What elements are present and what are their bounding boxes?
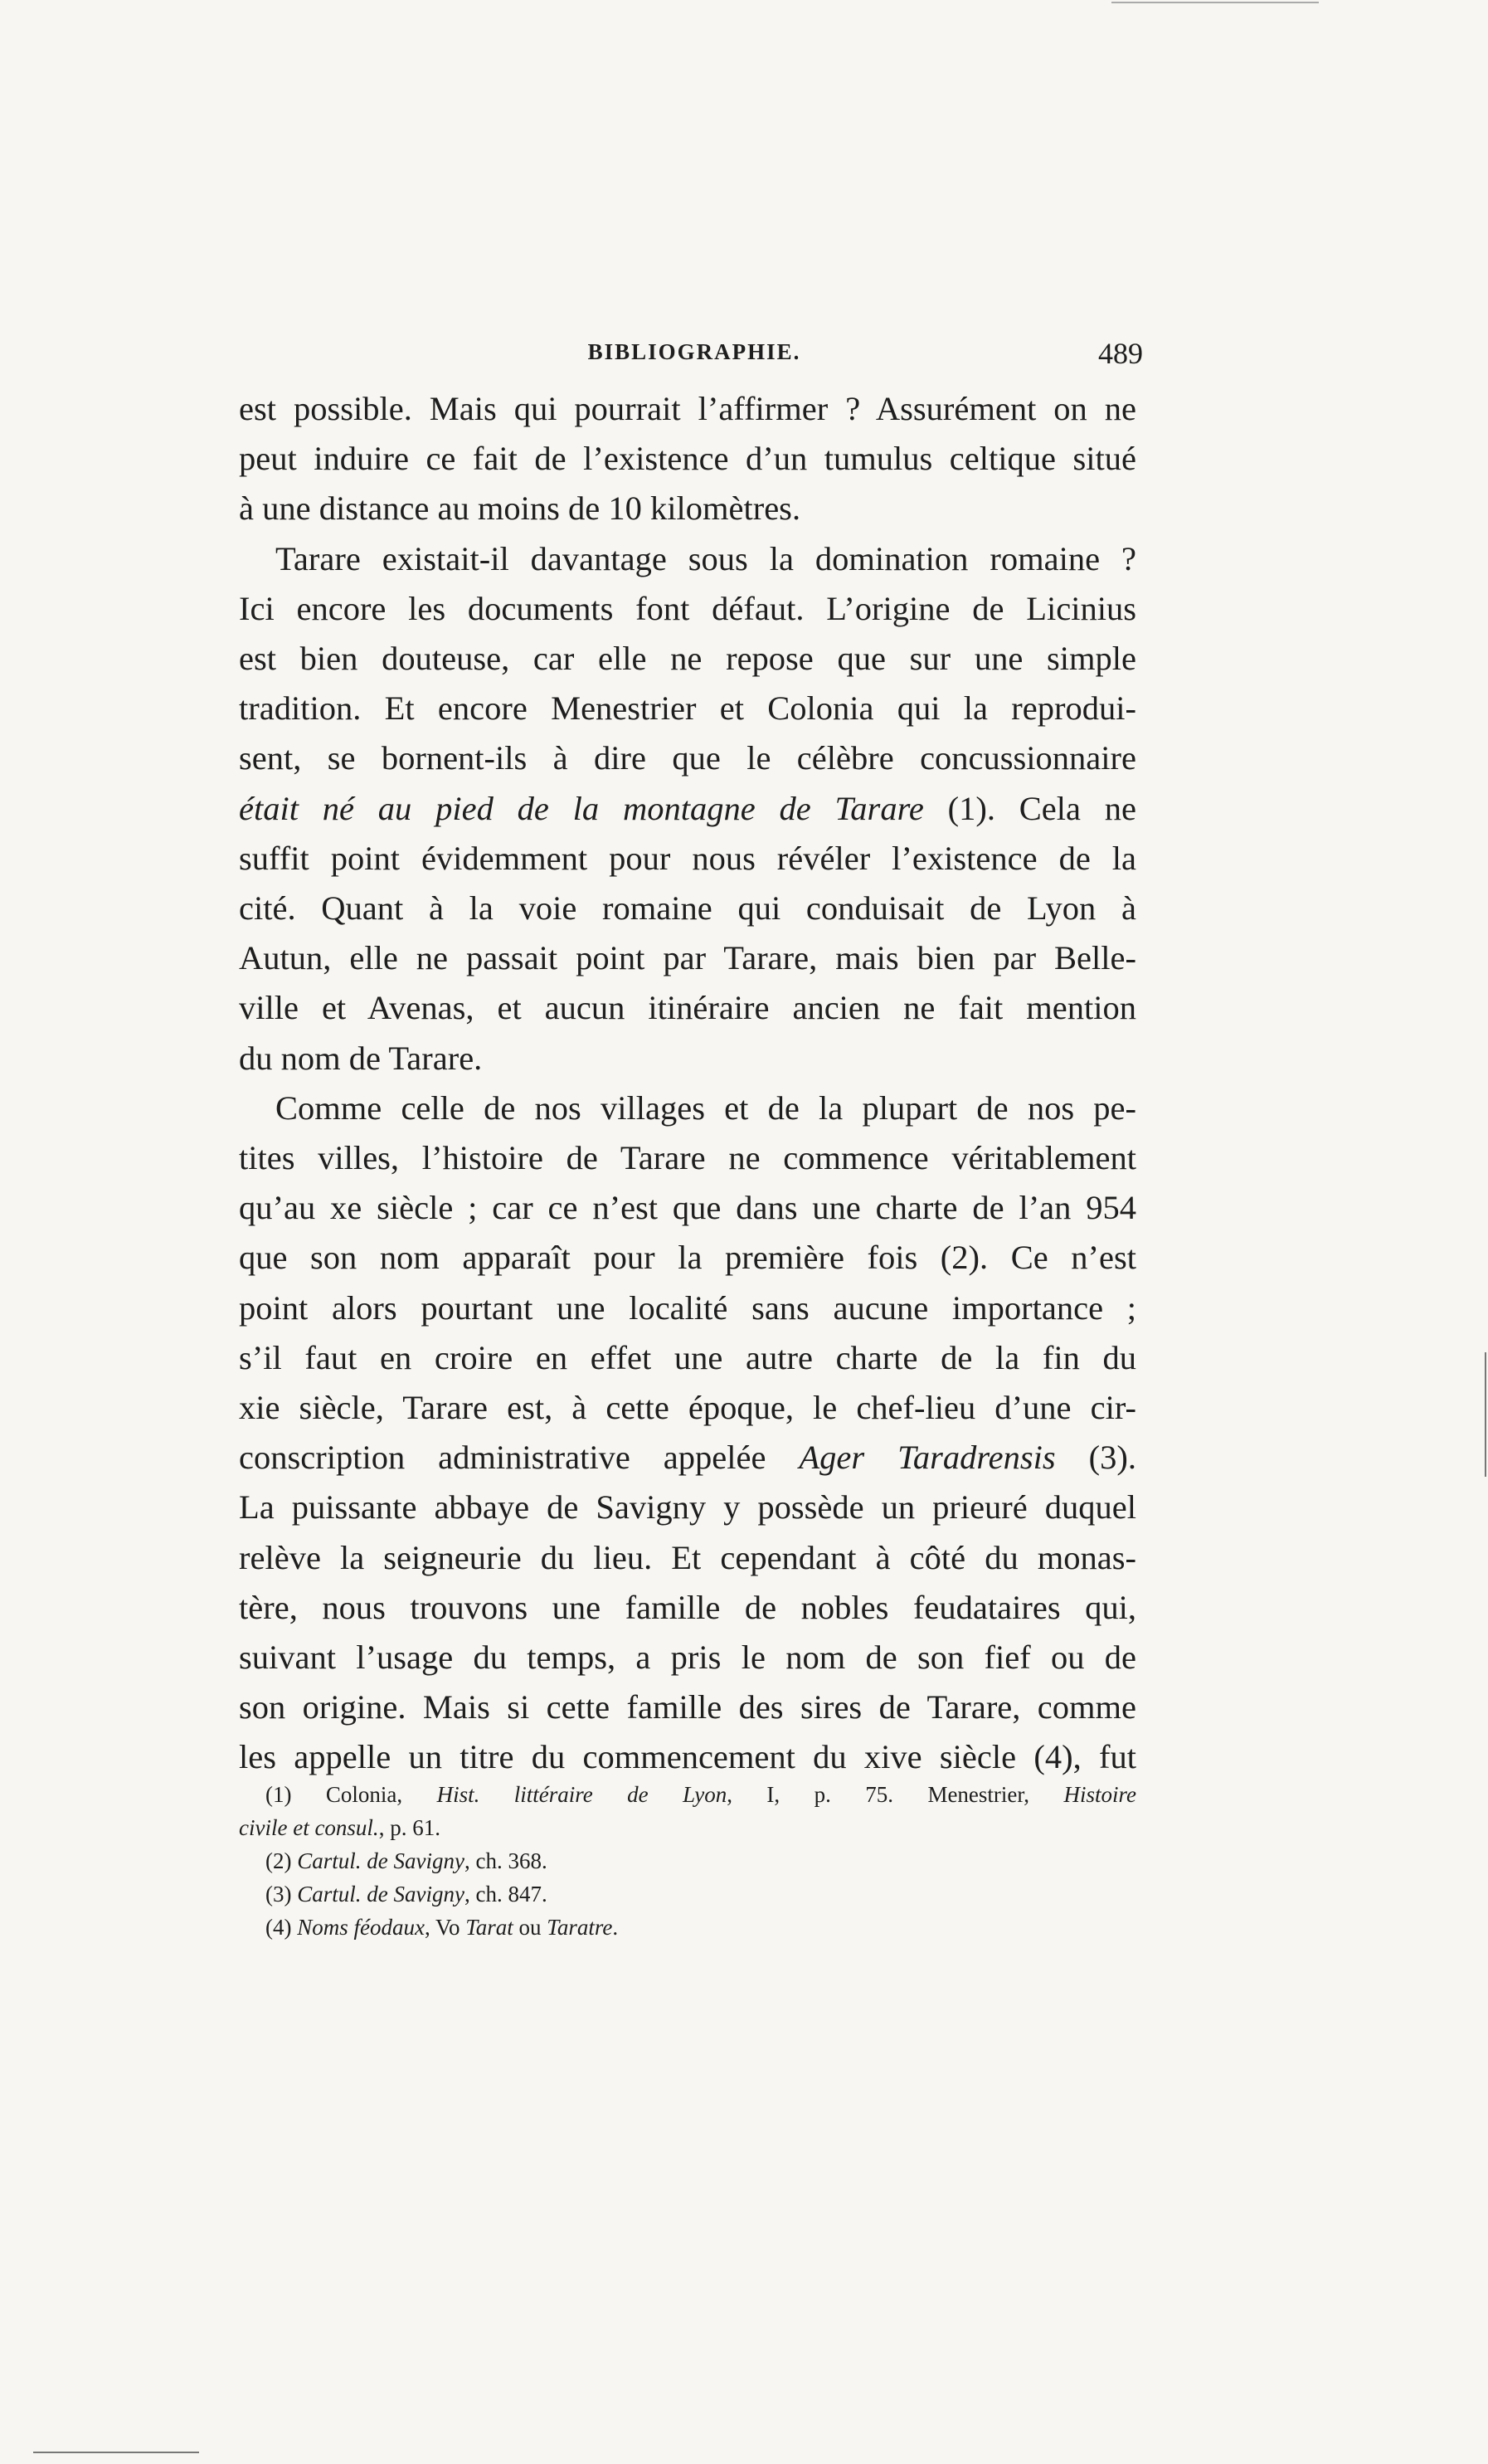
text-line: tites villes, l’histoire de Tarare ne commence véritablement — [239, 1139, 1136, 1177]
page-header — [246, 336, 1143, 377]
footnote-ref-3: (3). — [1055, 1439, 1136, 1477]
footnote-number: (2) — [265, 1848, 292, 1873]
text-line: du nom de Tarare. — [239, 1039, 483, 1077]
footnote-2 — [252, 1844, 1136, 1877]
footnote-title: civile et consul. — [239, 1815, 379, 1840]
footnotes — [239, 1778, 1136, 1944]
footnote-ref-1: (1). Cela ne — [923, 789, 1136, 827]
footnote-line — [265, 1911, 1136, 1944]
scan-edge-mark — [33, 2452, 199, 2453]
footnote-title: Hist. littéraire de Lyon — [436, 1782, 727, 1807]
text-line: qu’au xe siècle ; car ce n’est que dans une charte de l’an 954 — [239, 1189, 1136, 1227]
footnote-ref: . — [612, 1915, 619, 1940]
page-number: 489 — [1098, 337, 1143, 370]
text-line — [239, 784, 1136, 834]
text-line: xie siècle, Tarare est, à cette époque, le chef-lieu d’une cir- — [239, 1389, 1136, 1427]
footnote-number: (4) — [265, 1915, 292, 1940]
paragraph-1 — [239, 384, 1136, 534]
text-line: à une distance au moins de 10 kilomètres. — [239, 489, 801, 528]
paragraph-3 — [239, 1083, 1136, 1783]
text-line: tère, nous trouvons une famille de nobles feudataires qui, — [239, 1588, 1136, 1626]
text-line: s’il faut en croire en effet une autre charte de la fin du — [239, 1338, 1136, 1376]
text-line: point alors pourtant une localité sans aucune importance ; — [239, 1288, 1136, 1327]
footnote-ref: ou — [513, 1915, 547, 1940]
footnote-line — [265, 1844, 1136, 1877]
footnote-title: Taratre — [547, 1915, 613, 1940]
text-line: son origine. Mais si cette famille des sires de Tarare, comme — [239, 1688, 1136, 1726]
text-line: relève la seigneurie du lieu. Et cependant à côté du monas- — [239, 1538, 1136, 1576]
footnote-line — [265, 1877, 1136, 1911]
footnote-line — [239, 1811, 1136, 1844]
italic-term: Ager Taradrensis — [799, 1439, 1056, 1477]
scan-edge-mark — [1485, 1352, 1486, 1477]
text-line — [239, 1433, 1136, 1483]
footnote-1 — [239, 1778, 1136, 1844]
text-line: Ici encore les documents font défaut. L’origine de Licinius — [239, 589, 1136, 627]
footnote-title: Noms féodaux — [297, 1915, 425, 1940]
paragraph-2 — [239, 534, 1136, 1083]
text-line: Comme celle de nos villages et de la plupart de nos pe- — [275, 1088, 1136, 1127]
footnote-ref: , Vo — [424, 1915, 466, 1940]
footnote-title: Cartul. de Savigny — [297, 1882, 464, 1906]
text-line: est possible. Mais qui pourrait l’affirmer ? Assurément on ne — [239, 390, 1136, 427]
footnote-ref: , I, p. 75. Menestrier, — [727, 1782, 1064, 1807]
body-text — [239, 384, 1136, 1783]
text-line: est bien douteuse, car elle ne repose que sur une simple — [239, 640, 1136, 678]
text-line: peut induire ce fait de l’existence d’un tumulus celtique situé — [239, 440, 1136, 478]
text-fragment: conscription administrative appelée — [239, 1439, 800, 1477]
footnote-title: Cartul. de Savigny — [297, 1848, 464, 1873]
text-line: cité. Quant à la voie romaine qui conduisait de Lyon à — [239, 889, 1136, 928]
text-line: tradition. Et encore Menestrier et Colonia qui la reprodui- — [239, 689, 1136, 728]
scan-edge-mark — [1111, 2, 1319, 3]
footnote-ref: , ch. 368. — [464, 1848, 547, 1873]
running-title: BIBLIOGRAPHIE. — [587, 339, 801, 364]
text-line: sent, se bornent-ils à dire que le célèbre concussionnaire — [239, 739, 1136, 777]
footnote-ref: , p. 61. — [378, 1815, 440, 1840]
footnote-title: Tarat — [465, 1915, 513, 1940]
text-line: Tarare existait-il davantage sous la domination romaine ? — [275, 539, 1136, 577]
footnote-number: (3) — [265, 1882, 292, 1906]
italic-quote: était né au pied de la montagne de Tarare — [239, 789, 924, 827]
footnote-line — [265, 1778, 1136, 1811]
footnote-author: Colonia, — [325, 1782, 437, 1807]
text-line: les appelle un titre du commencement du xive siècle (4), fut — [239, 1738, 1136, 1776]
text-line: ville et Avenas, et aucun itinéraire ancien ne fait mention — [239, 989, 1136, 1027]
text-line: Autun, elle ne passait point par Tarare, mais bien par Belle- — [239, 939, 1136, 977]
text-line: que son nom apparaît pour la première fois (2). Ce n’est — [239, 1239, 1136, 1277]
text-line: La puissante abbaye de Savigny y possède un prieuré duquel — [239, 1488, 1136, 1527]
footnote-3 — [252, 1877, 1136, 1911]
text-line: suivant l’usage du temps, a pris le nom de son fief ou de — [239, 1639, 1136, 1677]
footnote-title: Histoire — [1063, 1782, 1136, 1807]
footnote-ref: , ch. 847. — [464, 1882, 547, 1906]
text-line: suffit point évidemment pour nous révéler l’existence de la — [239, 839, 1136, 877]
footnote-number: (1) — [265, 1782, 292, 1807]
footnote-4 — [252, 1911, 1136, 1944]
